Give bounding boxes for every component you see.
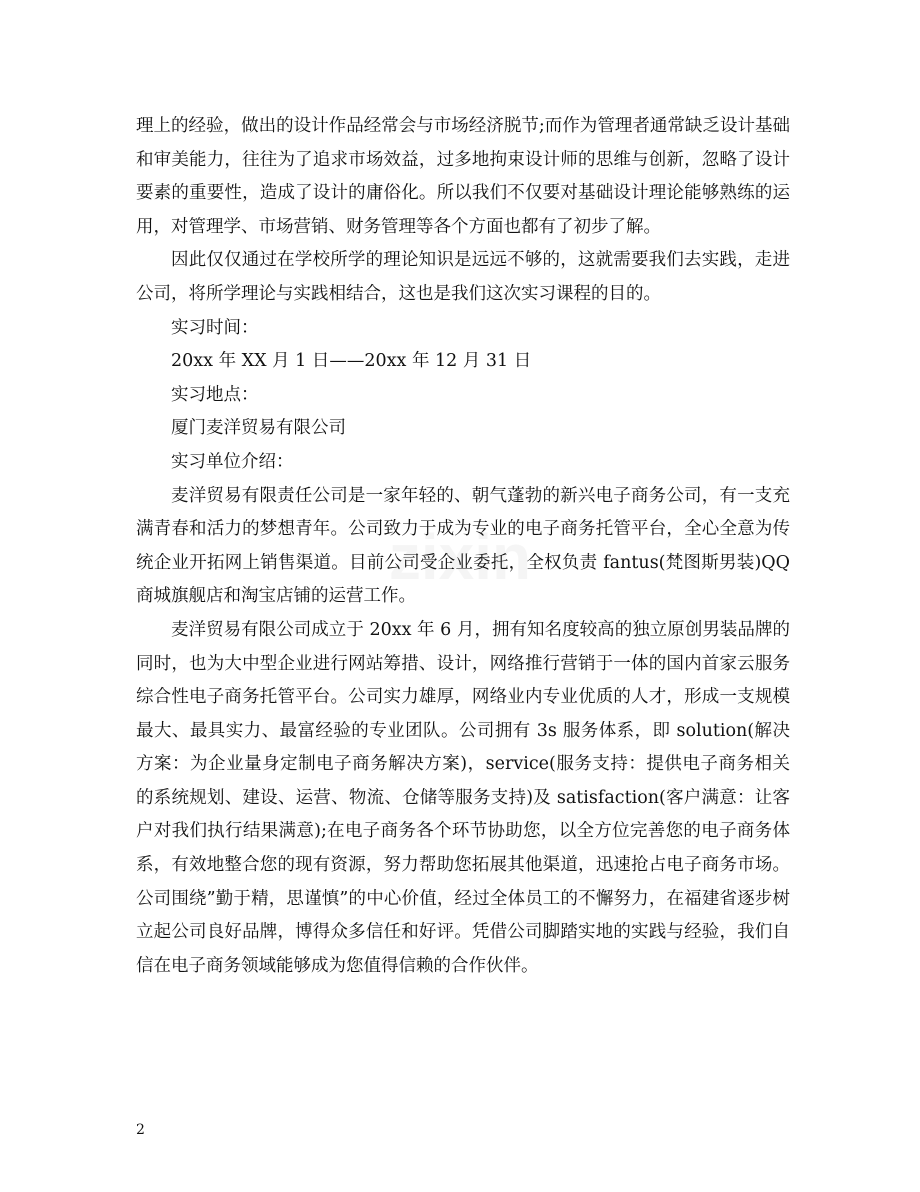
value-internship-time: 20xx 年 XX 月 1 日——20xx 年 12 月 31 日 xyxy=(171,351,532,372)
paragraph-1: 理上的经验，做出的设计作品经常会与市场经济脱节;而作为管理者通常缺乏设计基础和审美能力，往往为了追求市场效益，过多地拘束设计师的思维与创新，忽略了设计要素的重要性，造成了设计的庸俗化。所以我们不仅要对基础设计理论能够熟练的运用，对管理学、市场营销、财务管理等各个方面也都有了初步了解。 xyxy=(136,116,790,237)
value-internship-location: 厦门麦洋贸易有限公司 xyxy=(171,418,346,439)
page-number: 2 xyxy=(136,1122,145,1138)
document-body xyxy=(136,110,790,983)
watermark: zixin xyxy=(388,521,532,593)
label-internship-time: 实习时间： xyxy=(171,317,259,338)
label-company-intro: 实习单位介绍： xyxy=(171,451,294,472)
label-internship-location: 实习地点： xyxy=(171,384,259,405)
paragraph-company-intro-1: 麦洋贸易有限责任公司是一家年轻的、朝气蓬勃的新兴电子商务公司，有一支充满青春和活力的梦想青年。公司致力于成为专业的电子商务托管平台，全心全意为传统企业开拓网上销售渠道。目前公司受企业委托，全权负责 fantus(梵图斯男装)QQ 商城旗舰店和淘宝店铺的运营工作。 xyxy=(136,485,790,607)
paragraph-company-intro-2: 麦洋贸易有限公司成立于 20xx 年 6 月，拥有知名度较高的独立原创男装品牌的同时，也为大中型企业进行网站筹措、设计，网络推行营销于一体的国内首家云服务综合性电子商务托管平台。公司实力雄厚，网络业内专业优质的人才，形成一支规模最大、最具实力、最富经验的专业团队。公司拥有 3s 服务体系，即 solution(解决方案：为企业量身定制电子商务解决方案)，service(服务支持：提供电子商务相关的系统规划、建设、运营、物流、仓储等服务支持)及 satisfaction(客户满意：让客户对我们执行结果满意);在电子商务各个环节协助您，以全方位完善您的电子商务体系，有效地整合您的现有资源，努力帮助您拓展其他渠道，迅速抢占电子商务市场。公司围绕”勤于精，思谨慎”的中心价值，经过全体员工的不懈努力，在福建省逐步树立起公司良好品牌，博得众多信任和好评。凭借公司脚踏实地的实践与经验，我们自信在电子商务领域能够成为您值得信赖的合作伙伴。 xyxy=(136,619,790,976)
paragraph-2: 因此仅仅通过在学校所学的理论知识是远远不够的，这就需要我们去实践，走进公司，将所学理论与实践相结合，这也是我们这次实习课程的目的。 xyxy=(136,250,790,304)
